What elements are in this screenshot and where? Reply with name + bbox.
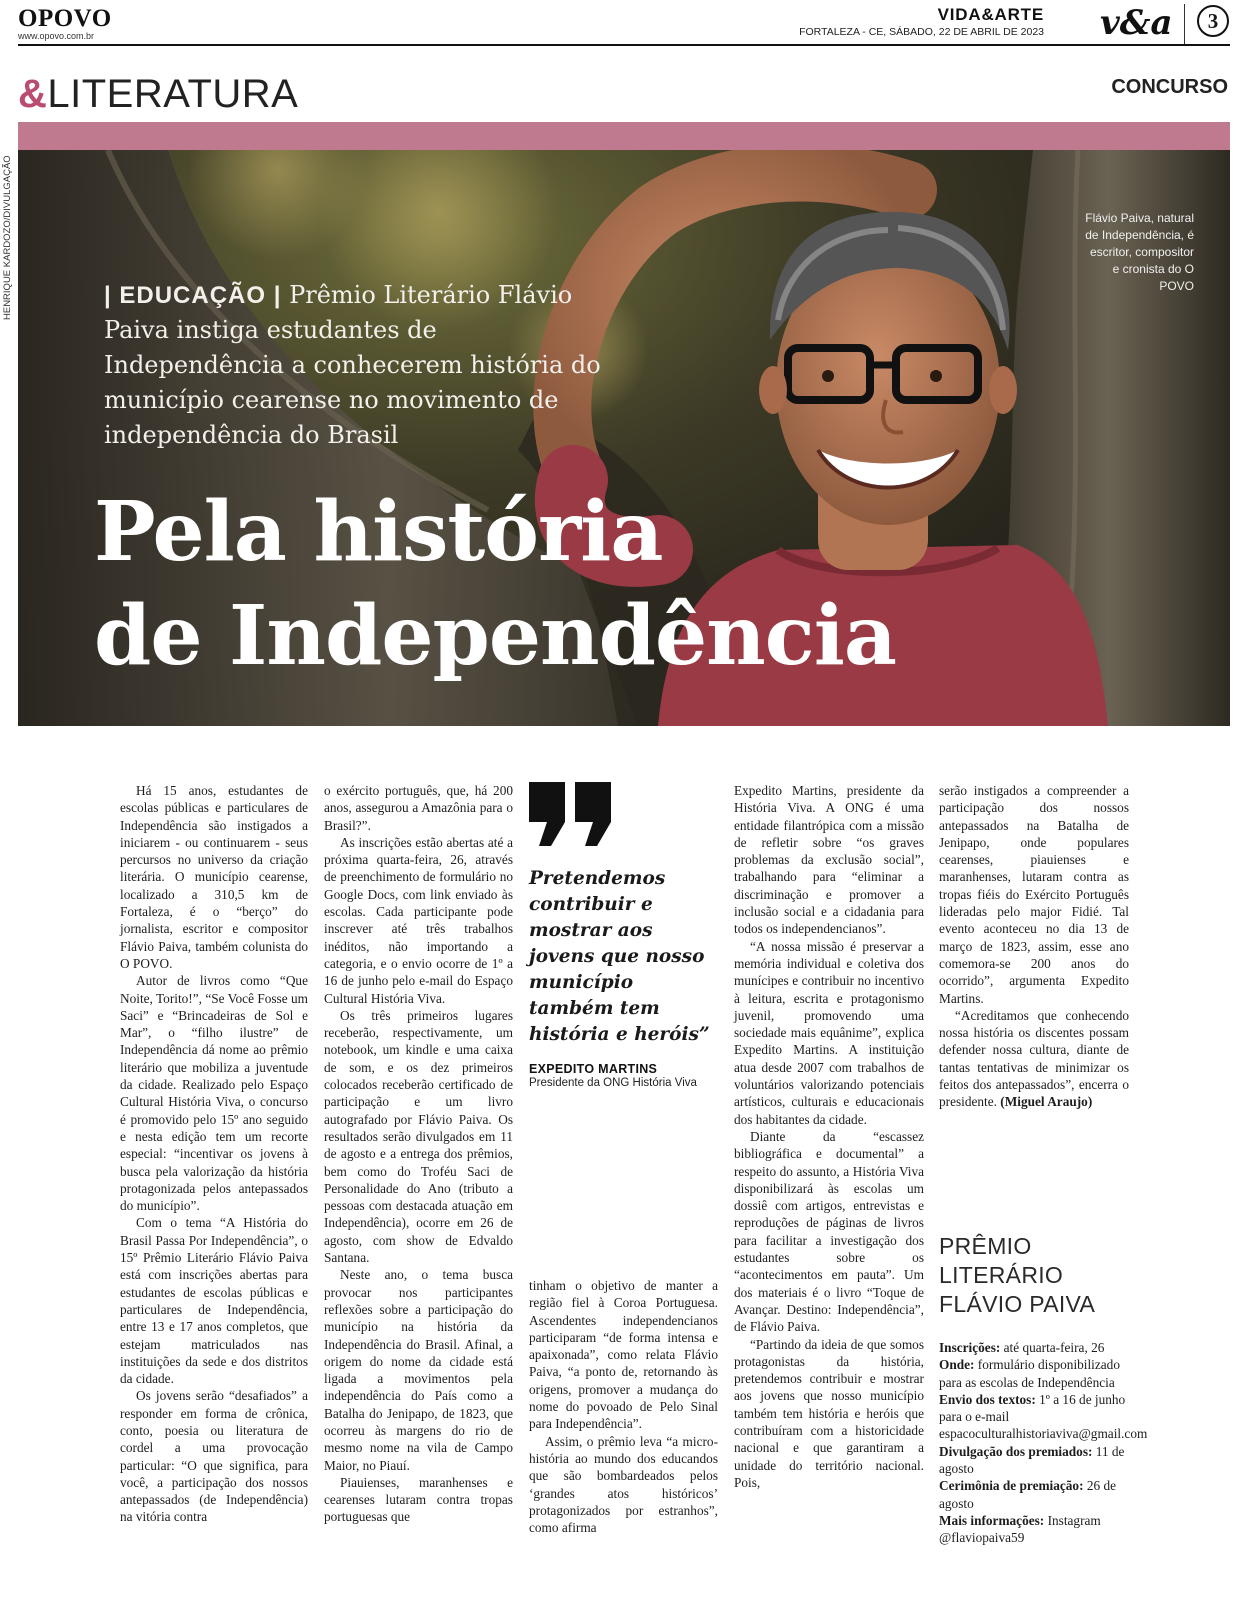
paragraph: [939, 1007, 1129, 1111]
kicker-tag: | EDUCAÇÃO |: [104, 282, 282, 309]
article-column-3: [529, 1277, 718, 1536]
kicker-text: Prêmio Literário Flávio Paiva instiga estudantes de Independência a conhecerem história do município cearense no movimento de independência do Brasil: [104, 281, 601, 449]
info-box-title-line: LITERÁRIO: [939, 1262, 1064, 1288]
paragraph: Com o tema “A História do Brasil Passa Por Independência”, o 15º Prêmio Literário Flávio Paiva está com inscrições abertas para estudantes de escolas públicas e particulares de Independência, entre 13 e 17 anos completos, que estejam matriculados nas instituições da sede e dos distritos da cidade.: [120, 1215, 308, 1387]
paragraph: As inscrições estão abertas até a próxima quarta-feira, 26, através de preenchimento de formulário no Google Docs, com link enviado às escolas. Cada participante pode inscrever até três trabalhos inéditos, não importando a categoria, e o envio ocorre de 1º a 16 de junho pelo e-mail do Espaço Cultural História Viva.: [324, 834, 513, 1006]
dateline: FORTALEZA - CE, SÁBADO, 22 DE ABRIL DE 2023: [799, 26, 1044, 38]
header-divider: [1184, 4, 1185, 44]
section-label-text: LITERATURA: [47, 72, 299, 116]
info-item: [939, 1512, 1129, 1547]
paragraph: Expedito Martins, presidente da História Viva. A ONG é uma entidade filantrópica com a missão de refletir sobre “os graves problemas da exclusão social”, trabalhando para “eliminar a discriminação e promover a inclusão social e a cidadania para todos os independencianos”.: [734, 783, 924, 937]
info-box-title-line: FLÁVIO PAIVA: [939, 1291, 1096, 1317]
paragraph: Neste ano, o tema busca provocar nos participantes reflexões sobre a participação do município na história da Independência do Brasil. Afinal, a origem do nome da cidade está ligada a movimentos pela independência do País como a Batalha do Jenipapo, de 1823, que ocorreu às margens do rio de mesmo nome na vila de Campo Maior, no Piauí.: [324, 1267, 513, 1473]
info-box: [939, 1232, 1148, 1547]
info-item-value: até quarta-feira, 26: [1000, 1340, 1105, 1355]
newspaper-url: www.opovo.com.br: [18, 31, 95, 41]
paragraph: serão instigados a compreender a participação dos nossos antepassados na Batalha de Jenipapo, onde populares cearenses, piauienses e maranhenses, lutaram contra as tropas fiéis do Exército Português lideradas pelo major Fidié. Tal evento aconteceu no dia 13 de março de 1823, assim, esse ano comemora-se 200 anos do ocorrido”, argumenta Expedito Martins.: [939, 783, 1129, 1006]
paragraph: “A nossa missão é preservar a memória individual e coletiva dos munícipes e contribuir no incentivo à leitura, escrita e protagonismo juvenil, promovendo uma sociedade mais equânime”, explica Expedito Martins. A instituição atua desde 2007 com trabalhos de voluntários valorizando potenciais artísticos, culturais e educacionais dos habitantes da cidade.: [734, 938, 924, 1127]
accent-band: [18, 122, 1230, 150]
info-item: [939, 1391, 1148, 1443]
photo-caption: Flávio Paiva, natural de Independência, é escritor, compositor e cronista do O POVO: [1085, 211, 1194, 293]
info-item: [939, 1477, 1129, 1512]
info-box-title: [939, 1232, 1129, 1319]
hero-photo: [18, 150, 1230, 726]
article-column-1: [120, 782, 308, 1526]
info-item-label: Cerimônia de premiação:: [939, 1478, 1084, 1494]
info-item-value: 26 de agosto: [939, 1478, 1117, 1511]
info-item: [939, 1443, 1129, 1478]
paragraph: Os três primeiros lugares receberão, respectivamente, um notebook, um kindle e uma caixa de som, e os dez primeiros colocados receberão certificado de participação e um livro autografado por Flávio Paiva. Os resultados serão divulgados em 11 de agosto e a entrega dos prêmios, bem como do Troféu Saci de Personalidade do Ano (tributo a pessoas com destacada atuação em Independência), ocorre em 26 de agosto, com show de Edvaldo Santana.: [324, 1007, 513, 1266]
info-item-label: Divulgação dos premiados:: [939, 1443, 1093, 1459]
header-rule: [18, 44, 1230, 46]
info-item-value: Instagram @flaviopaiva59: [939, 1512, 1101, 1546]
paragraph: Os jovens serão “desafiados” a responder em forma de crônica, conto, poesia ou literatura de cordel a uma provocação particular: “O que significa, para você, a participação dos nossos antepassados (de Independência) na vitória contra: [120, 1388, 308, 1525]
info-box-list: [939, 1339, 1148, 1547]
info-item-label: Onde:: [939, 1357, 975, 1373]
article-column-2: [324, 782, 513, 1526]
masthead-info: [799, 5, 1044, 38]
va-logo-icon: [1098, 4, 1174, 44]
headline-line-1: Pela história: [94, 484, 663, 580]
section-label: [18, 72, 298, 117]
quote-mark-icon: [529, 782, 611, 846]
closing-text: “Acreditamos que conhecendo nossa história os discentes possam defender nossa cultura, diante de tantas tentativas de minimizar os feitos dos antepassados”, encerra o presidente.: [939, 1007, 1129, 1110]
pull-quote: [529, 782, 718, 1090]
quote-author: EXPEDITO MARTINS: [529, 1062, 658, 1076]
headline: [94, 480, 994, 688]
info-item-label: Envio dos textos:: [939, 1391, 1036, 1407]
info-item-value: formulário disponibilizado para as escolas de Independência: [939, 1357, 1120, 1390]
newspaper-logo: OPOVO: [18, 5, 112, 32]
info-item-value: 11 de agosto: [939, 1443, 1125, 1477]
info-item-value: 1º a 16 de junho para o e-mail espacoculturalhistoriaviva@gmail.com: [939, 1391, 1148, 1442]
paragraph: “Partindo da ideia de que somos protagonistas da história, pretendemos contribuir e mostrar aos jovens que nosso município também tem história e heróis que contribuíram com a historicidade nacional e que garantiram a unidade do território nacional. Pois,: [734, 1336, 924, 1490]
paragraph: o exército português, que, há 200 anos, assegurou a Amazônia para o Brasil?”.: [324, 783, 513, 833]
va-logo-text: v&a: [1100, 4, 1173, 43]
info-box-title-line: PRÊMIO: [939, 1233, 1032, 1259]
article-column-5: [939, 782, 1129, 1111]
quote-role: Presidente da ONG História Viva: [529, 1077, 697, 1089]
quote-text: Pretendemos contribuir e mostrar aos jovens que nosso município também tem história e heróis”: [529, 868, 710, 1045]
info-item-label: Inscrições:: [939, 1340, 1001, 1355]
info-item: [939, 1356, 1129, 1391]
paragraph: Há 15 anos, estudantes de escolas públicas e particulares de Independência são instigados a iniciarem - ou continuarem - seus percursos no universo da criação literária. O município cearense, localizado a 310,5 km de Fortaleza, é o “berço” do jornalista, escritor e compositor Flávio Paiva, também colunista do O POVO.: [120, 783, 308, 971]
section-name: VIDA&ARTE: [937, 5, 1044, 24]
page-number: 3: [1197, 5, 1229, 37]
hero-kicker: [104, 278, 604, 453]
section-amp: &: [18, 72, 48, 116]
info-item-label: Mais informações:: [939, 1512, 1045, 1528]
article-column-4: [734, 782, 924, 1491]
topic-label: CONCURSO: [1111, 76, 1228, 98]
author-signature: (Miguel Araujo): [1000, 1094, 1093, 1110]
masthead-logo: [18, 6, 112, 41]
paragraph: Assim, o prêmio leva “a micro-história ao mundo dos educandos que são bombardeados pelos ‘grandes atos históricos’ protagonizados por estranhos”, como afirma: [529, 1433, 718, 1536]
headline-line-2: de Independência: [94, 588, 896, 684]
paragraph: Piauienses, maranhenses e cearenses lutaram contra tropas portuguesas que: [324, 1474, 513, 1525]
photo-credit: HENRIQUE KARDOZO/DIVULGAÇÃO: [2, 155, 13, 320]
info-item: [939, 1339, 1129, 1356]
paragraph: Autor de livros como “Que Noite, Torito!”, “Se Você Fosse um Saci” e “Brincadeiras de Sol e Mar”, o “filho ilustre” de Independência dá nome ao prêmio literário que mobiliza a juventude da cidade. Realizado pelo Espaço Cultural História Viva, o concurso é promovido pelo 15º ano seguido e nesta edição tem um recorte especial: “incentivar os jovens à busca pela valorização da história protagonizada pelos antepassados do município”.: [120, 973, 308, 1214]
paragraph: tinham o objetivo de manter a região fiel à Coroa Portuguesa. Ascendentes independencianos participaram “de forma intensa e apaixonada”, como relata Flávio Paiva, “a ponto de, retornando às origens, promover a mudança do nome do povoado de Pelo Sinal para Independência”.: [529, 1278, 718, 1432]
paragraph: Diante da “escassez bibliográfica e documental” a respeito do assunto, a História Viva disponibilizará às escolas um dossiê com artigos, entrevistas e reproduções de páginas de livros para facilitar a investigação dos estudantes sobre os “acontecimentos em pauta”. Um dos materiais é o livro “Toque de Avançar. Destino: Independência”, de Flávio Paiva.: [734, 1128, 924, 1335]
